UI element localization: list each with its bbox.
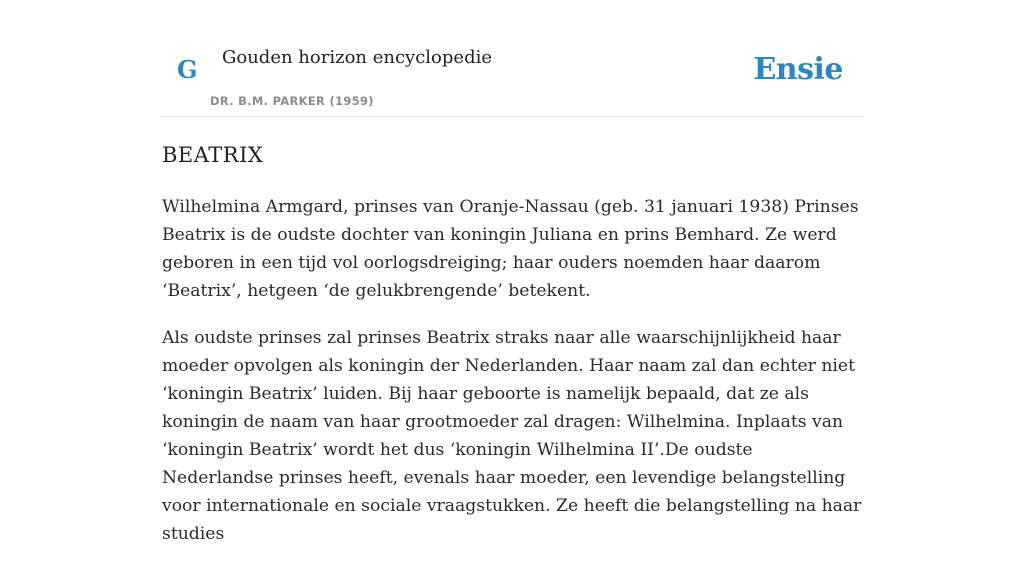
article-title: BEATRIX bbox=[162, 143, 264, 167]
article-body bbox=[162, 193, 862, 548]
ensie-logo-link[interactable]: Ensie bbox=[753, 52, 843, 87]
article bbox=[162, 140, 862, 567]
book-title-link[interactable]: Gouden horizon encyclopedie bbox=[222, 47, 492, 68]
article-paragraph: Als oudste prinses zal prinses Beatrix straks naar alle waarschijnlijkheid haar moeder opvolgen als koningin der Nederlanden. Haar naam zal dan echter niet ‘koningin Beatrix’ luiden. Bij haar geboorte is namelijk bepaald, dat ze als koningin de naam van haar grootmoeder zal dragen: Wilhelmina. Inplaats van ‘koningin Beatrix’ wordt het dus ‘koningin Wilhelmina II’.De oudste Nederlandse prinses heeft, evenals haar moeder, een levendige belangstelling voor internationale en sociale vraagstukken. Ze heeft die belangstelling na haar studies bbox=[162, 328, 862, 544]
book-letter-icon[interactable]: G bbox=[177, 55, 198, 84]
book-author: DR. B.M. PARKER (1959) bbox=[210, 94, 374, 108]
site-header bbox=[162, 0, 862, 117]
article-paragraph: Wilhelmina Armgard, prinses van Oranje-Nassau (geb. 31 januari 1938) Prinses Beatrix is de oudste dochter van koningin Juliana en prins Bemhard. Ze werd geboren in een tijd vol oorlogsdreiging; haar ouders noemden haar daarom ‘Beatrix’, hetgeen ‘de gelukbrengende’ betekent. bbox=[162, 197, 859, 301]
